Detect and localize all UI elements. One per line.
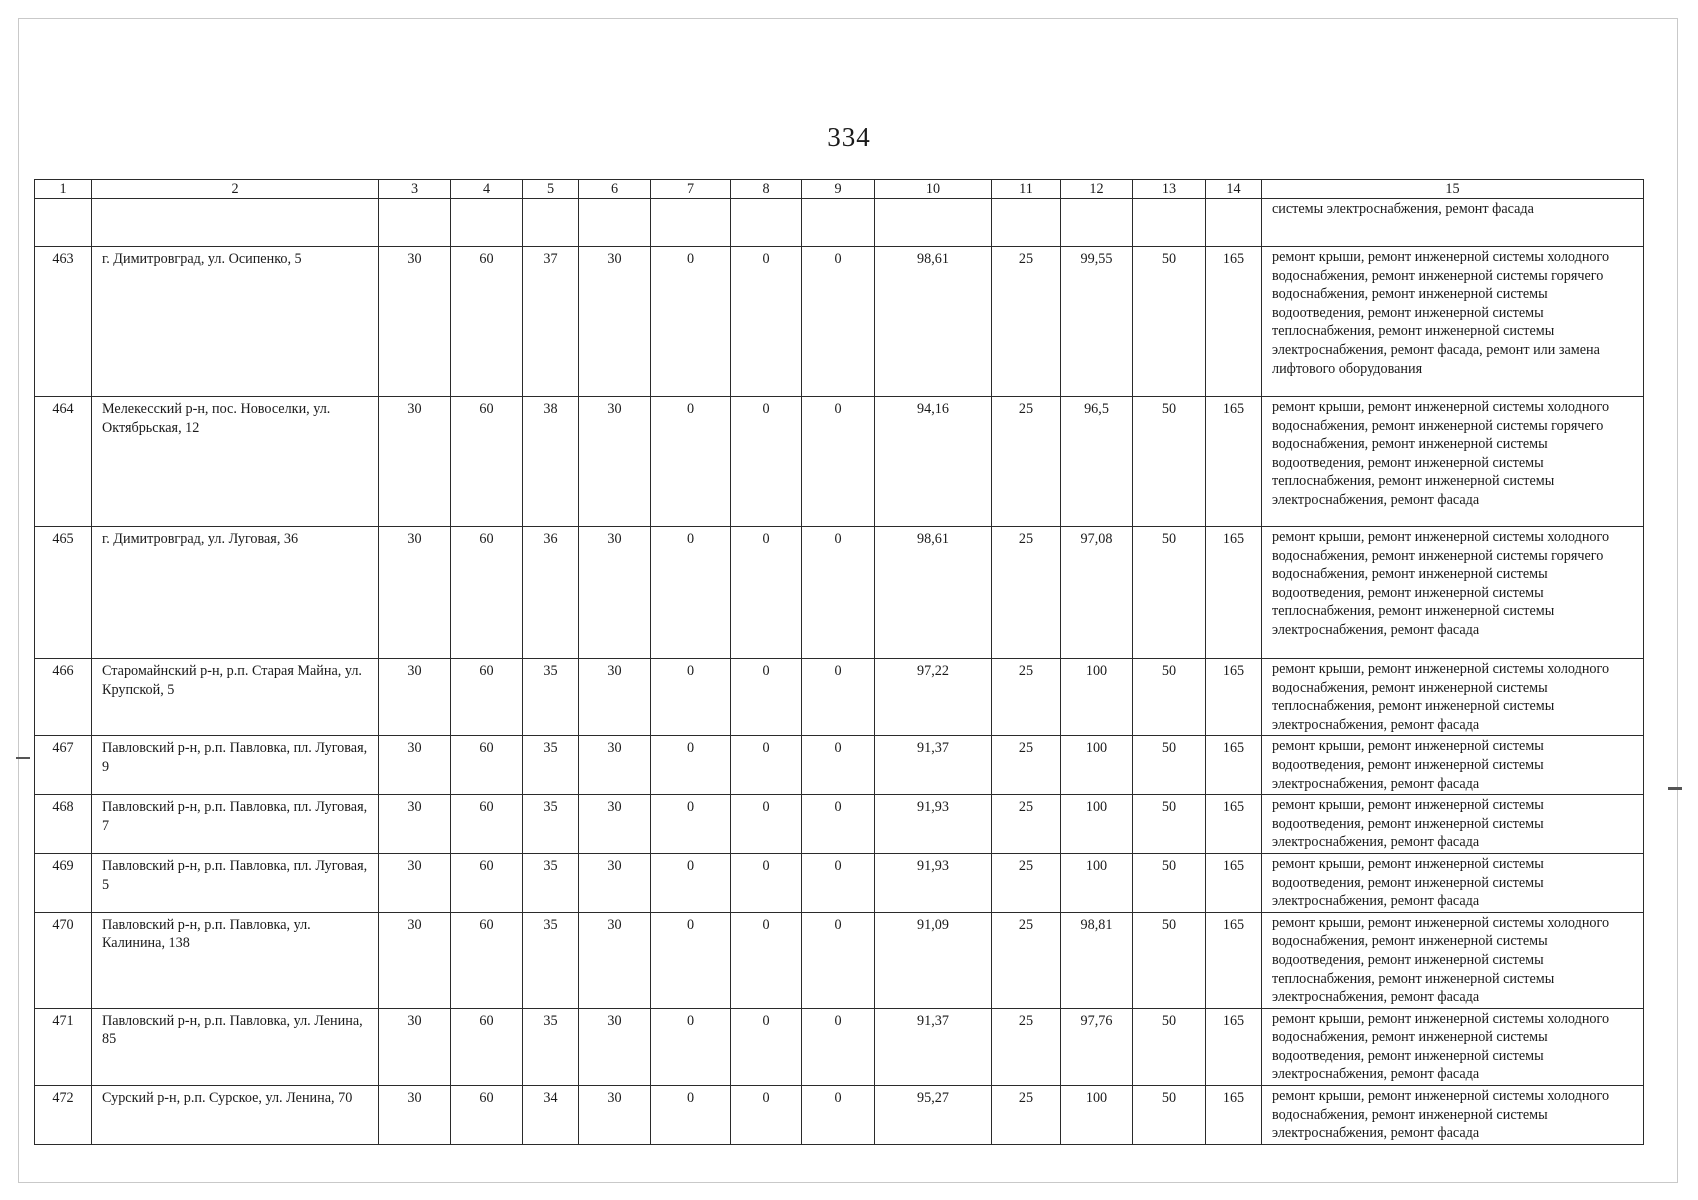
col5-cell: 36 (523, 527, 579, 659)
col11-cell: 25 (992, 795, 1061, 854)
col4-cell: 60 (451, 247, 523, 397)
col9-cell: 0 (802, 912, 875, 1008)
column-header: 11 (992, 180, 1061, 199)
col12-cell: 100 (1061, 853, 1133, 912)
col11-cell: 25 (992, 247, 1061, 397)
col14-cell: 165 (1206, 397, 1262, 527)
column-header: 9 (802, 180, 875, 199)
col9-cell: 0 (802, 736, 875, 795)
col5-cell: 37 (523, 247, 579, 397)
col8-cell: 0 (731, 912, 802, 1008)
col12-cell: 97,08 (1061, 527, 1133, 659)
row-number: 468 (35, 795, 92, 854)
col10-cell: 91,37 (875, 1008, 992, 1085)
col14-cell: 165 (1206, 912, 1262, 1008)
col7-cell: 0 (651, 736, 731, 795)
col7-cell: 0 (651, 795, 731, 854)
works-cell: ремонт крыши, ремонт инженерной системы холодного водоснабжения, ремонт инженерной системы водоотведения, ремонт инженерной системы электроснабжения, ремонт фасада (1262, 1008, 1644, 1085)
col8-cell: 0 (731, 1008, 802, 1085)
scan-mark-right (1668, 787, 1682, 790)
col9-cell: 0 (802, 659, 875, 736)
row-number: 464 (35, 397, 92, 527)
continuation-text: системы электроснабжения, ремонт фасада (1262, 199, 1644, 247)
row-number: 466 (35, 659, 92, 736)
col4-cell: 60 (451, 736, 523, 795)
col5-cell: 35 (523, 736, 579, 795)
col9-cell: 0 (802, 1008, 875, 1085)
col6-cell: 30 (579, 397, 651, 527)
works-cell: ремонт крыши, ремонт инженерной системы водоотведения, ремонт инженерной системы электроснабжения, ремонт фасада (1262, 853, 1644, 912)
col9-cell: 0 (802, 527, 875, 659)
col7-cell: 0 (651, 1086, 731, 1145)
row-number: 471 (35, 1008, 92, 1085)
row-number: 470 (35, 912, 92, 1008)
row-number: 463 (35, 247, 92, 397)
col3-cell: 30 (379, 659, 451, 736)
col10-cell: 94,16 (875, 397, 992, 527)
col13-cell: 50 (1133, 736, 1206, 795)
row-number: 469 (35, 853, 92, 912)
col8-cell: 0 (731, 247, 802, 397)
row-number: 467 (35, 736, 92, 795)
col6-cell: 30 (579, 736, 651, 795)
col9-cell: 0 (802, 247, 875, 397)
address-cell: Павловский р-н, р.п. Павловка, пл. Луговая, 5 (92, 853, 379, 912)
col8-cell: 0 (731, 736, 802, 795)
col3-cell: 30 (379, 912, 451, 1008)
address-cell: г. Димитровград, ул. Луговая, 36 (92, 527, 379, 659)
col9-cell: 0 (802, 1086, 875, 1145)
col5-cell: 35 (523, 659, 579, 736)
address-cell: Мелекесский р-н, пос. Новоселки, ул. Октябрьская, 12 (92, 397, 379, 527)
data-table (34, 179, 1644, 1145)
address-cell: Сурский р-н, р.п. Сурское, ул. Ленина, 70 (92, 1086, 379, 1145)
col10-cell: 98,61 (875, 247, 992, 397)
column-header: 4 (451, 180, 523, 199)
col8-cell: 0 (731, 527, 802, 659)
col12-cell: 98,81 (1061, 912, 1133, 1008)
continuation-row (35, 199, 1644, 247)
col14-cell: 165 (1206, 736, 1262, 795)
address-cell: г. Димитровград, ул. Осипенко, 5 (92, 247, 379, 397)
column-header: 8 (731, 180, 802, 199)
col13-cell: 50 (1133, 527, 1206, 659)
col6-cell: 30 (579, 659, 651, 736)
column-header: 12 (1061, 180, 1133, 199)
col8-cell: 0 (731, 1086, 802, 1145)
col14-cell: 165 (1206, 527, 1262, 659)
col10-cell: 91,37 (875, 736, 992, 795)
col10-cell: 98,61 (875, 527, 992, 659)
col8-cell: 0 (731, 795, 802, 854)
col4-cell: 60 (451, 397, 523, 527)
table-row (35, 795, 1644, 854)
column-header: 2 (92, 180, 379, 199)
table-row (35, 1008, 1644, 1085)
col13-cell: 50 (1133, 1008, 1206, 1085)
col4-cell: 60 (451, 795, 523, 854)
column-header: 10 (875, 180, 992, 199)
works-cell: ремонт крыши, ремонт инженерной системы холодного водоснабжения, ремонт инженерной системы горячего водоснабжения, ремонт инженерной системы водоотведения, ремонт инженерной системы теплоснабжения, ремонт инженерной системы электроснабжения, ремонт фасада (1262, 397, 1644, 527)
col3-cell: 30 (379, 1086, 451, 1145)
table-row (35, 853, 1644, 912)
col13-cell: 50 (1133, 853, 1206, 912)
col4-cell: 60 (451, 853, 523, 912)
column-header: 15 (1262, 180, 1644, 199)
col3-cell: 30 (379, 247, 451, 397)
col13-cell: 50 (1133, 795, 1206, 854)
col12-cell: 97,76 (1061, 1008, 1133, 1085)
col14-cell: 165 (1206, 795, 1262, 854)
col11-cell: 25 (992, 659, 1061, 736)
col12-cell: 96,5 (1061, 397, 1133, 527)
col11-cell: 25 (992, 736, 1061, 795)
col6-cell: 30 (579, 795, 651, 854)
col14-cell: 165 (1206, 1008, 1262, 1085)
col9-cell: 0 (802, 853, 875, 912)
col8-cell: 0 (731, 659, 802, 736)
col5-cell: 35 (523, 1008, 579, 1085)
col9-cell: 0 (802, 397, 875, 527)
works-cell: ремонт крыши, ремонт инженерной системы водоотведения, ремонт инженерной системы электроснабжения, ремонт фасада (1262, 736, 1644, 795)
col12-cell: 100 (1061, 795, 1133, 854)
column-header: 6 (579, 180, 651, 199)
col4-cell: 60 (451, 527, 523, 659)
col11-cell: 25 (992, 1008, 1061, 1085)
col6-cell: 30 (579, 1008, 651, 1085)
column-header: 14 (1206, 180, 1262, 199)
col4-cell: 60 (451, 659, 523, 736)
col13-cell: 50 (1133, 247, 1206, 397)
col7-cell: 0 (651, 527, 731, 659)
address-cell: Павловский р-н, р.п. Павловка, пл. Луговая, 7 (92, 795, 379, 854)
col7-cell: 0 (651, 912, 731, 1008)
col11-cell: 25 (992, 397, 1061, 527)
table-row (35, 527, 1644, 659)
col14-cell: 165 (1206, 247, 1262, 397)
works-cell: ремонт крыши, ремонт инженерной системы холодного водоснабжения, ремонт инженерной системы горячего водоснабжения, ремонт инженерной системы водоотведения, ремонт инженерной системы теплоснабжения, ремонт инженерной системы электроснабжения, ремонт фасада, ремонт или замена лифтового оборудования (1262, 247, 1644, 397)
col3-cell: 30 (379, 527, 451, 659)
col5-cell: 35 (523, 912, 579, 1008)
col13-cell: 50 (1133, 1086, 1206, 1145)
works-cell: ремонт крыши, ремонт инженерной системы водоотведения, ремонт инженерной системы электроснабжения, ремонт фасада (1262, 795, 1644, 854)
col10-cell: 91,93 (875, 853, 992, 912)
row-number: 472 (35, 1086, 92, 1145)
col11-cell: 25 (992, 853, 1061, 912)
col8-cell: 0 (731, 853, 802, 912)
col10-cell: 97,22 (875, 659, 992, 736)
col10-cell: 91,93 (875, 795, 992, 854)
col13-cell: 50 (1133, 397, 1206, 527)
page-number: 334 (827, 122, 871, 152)
col7-cell: 0 (651, 1008, 731, 1085)
col11-cell: 25 (992, 912, 1061, 1008)
col3-cell: 30 (379, 736, 451, 795)
col10-cell: 95,27 (875, 1086, 992, 1145)
table-row (35, 659, 1644, 736)
works-cell: ремонт крыши, ремонт инженерной системы холодного водоснабжения, ремонт инженерной системы теплоснабжения, ремонт инженерной системы электроснабжения, ремонт фасада (1262, 659, 1644, 736)
works-cell: ремонт крыши, ремонт инженерной системы холодного водоснабжения, ремонт инженерной системы горячего водоснабжения, ремонт инженерной системы водоотведения, ремонт инженерной системы теплоснабжения, ремонт инженерной системы электроснабжения, ремонт фасада (1262, 527, 1644, 659)
col3-cell: 30 (379, 397, 451, 527)
col13-cell: 50 (1133, 912, 1206, 1008)
column-header: 7 (651, 180, 731, 199)
col14-cell: 165 (1206, 659, 1262, 736)
works-cell: ремонт крыши, ремонт инженерной системы холодного водоснабжения, ремонт инженерной системы электроснабжения, ремонт фасада (1262, 1086, 1644, 1145)
col3-cell: 30 (379, 795, 451, 854)
col7-cell: 0 (651, 247, 731, 397)
col11-cell: 25 (992, 527, 1061, 659)
address-cell: Павловский р-н, р.п. Павловка, ул. Калинина, 138 (92, 912, 379, 1008)
col14-cell: 165 (1206, 1086, 1262, 1145)
col9-cell: 0 (802, 795, 875, 854)
col3-cell: 30 (379, 1008, 451, 1085)
column-header: 1 (35, 180, 92, 199)
col5-cell: 35 (523, 853, 579, 912)
row-number: 465 (35, 527, 92, 659)
col11-cell: 25 (992, 1086, 1061, 1145)
address-cell: Павловский р-н, р.п. Павловка, ул. Ленина, 85 (92, 1008, 379, 1085)
scan-mark-left (16, 757, 30, 759)
address-cell: Павловский р-н, р.п. Павловка, пл. Луговая, 9 (92, 736, 379, 795)
col7-cell: 0 (651, 397, 731, 527)
col6-cell: 30 (579, 1086, 651, 1145)
col12-cell: 100 (1061, 1086, 1133, 1145)
col5-cell: 38 (523, 397, 579, 527)
table-row (35, 912, 1644, 1008)
col6-cell: 30 (579, 853, 651, 912)
col7-cell: 0 (651, 853, 731, 912)
col7-cell: 0 (651, 659, 731, 736)
col12-cell: 100 (1061, 736, 1133, 795)
col4-cell: 60 (451, 1086, 523, 1145)
table-row (35, 247, 1644, 397)
table-row (35, 736, 1644, 795)
address-cell: Старомайнский р-н, р.п. Старая Майна, ул. Крупской, 5 (92, 659, 379, 736)
col5-cell: 34 (523, 1086, 579, 1145)
col4-cell: 60 (451, 912, 523, 1008)
column-header: 5 (523, 180, 579, 199)
table-row (35, 1086, 1644, 1145)
col8-cell: 0 (731, 397, 802, 527)
works-cell: ремонт крыши, ремонт инженерной системы холодного водоснабжения, ремонт инженерной системы водоотведения, ремонт инженерной системы теплоснабжения, ремонт инженерной системы электроснабжения, ремонт фасада (1262, 912, 1644, 1008)
col5-cell: 35 (523, 795, 579, 854)
col12-cell: 99,55 (1061, 247, 1133, 397)
col6-cell: 30 (579, 527, 651, 659)
col10-cell: 91,09 (875, 912, 992, 1008)
col12-cell: 100 (1061, 659, 1133, 736)
col3-cell: 30 (379, 853, 451, 912)
col14-cell: 165 (1206, 853, 1262, 912)
col13-cell: 50 (1133, 659, 1206, 736)
column-header: 13 (1133, 180, 1206, 199)
column-header: 3 (379, 180, 451, 199)
col4-cell: 60 (451, 1008, 523, 1085)
header-row (35, 180, 1644, 199)
col6-cell: 30 (579, 912, 651, 1008)
col6-cell: 30 (579, 247, 651, 397)
table-row (35, 397, 1644, 527)
